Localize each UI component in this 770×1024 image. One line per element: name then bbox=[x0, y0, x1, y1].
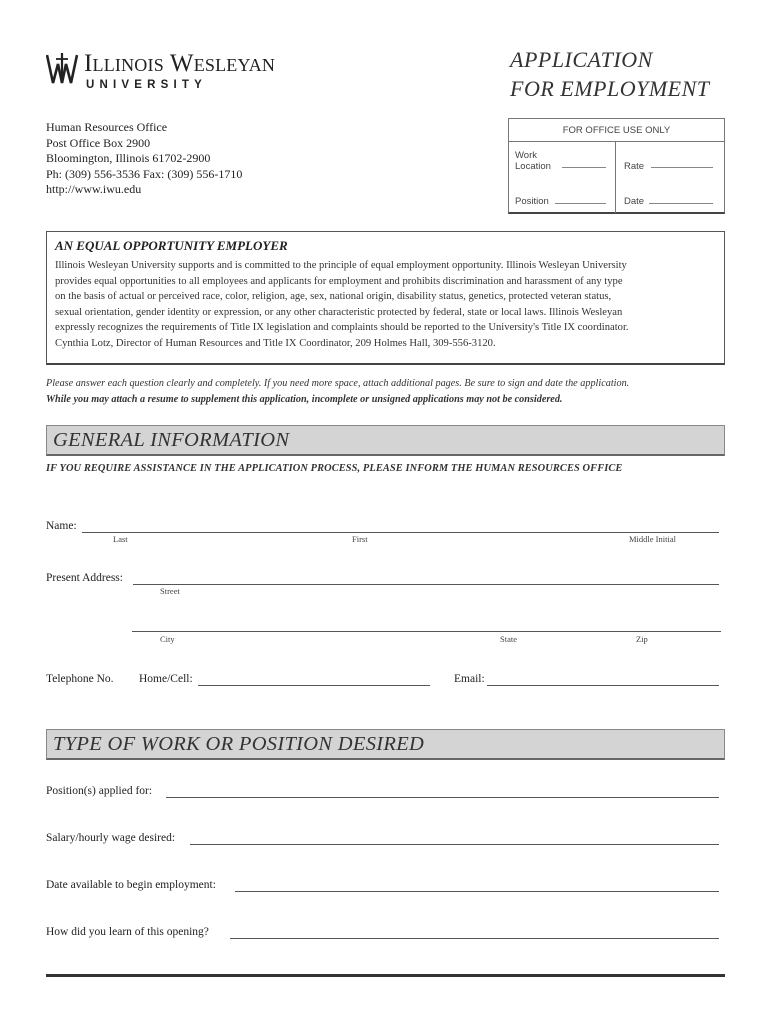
office-date-field[interactable] bbox=[649, 203, 713, 204]
home-cell-label: Home/Cell: bbox=[139, 673, 193, 685]
general-information-header: GENERAL INFORMATION bbox=[46, 425, 725, 456]
document-title bbox=[510, 45, 710, 103]
last-name-caption: Last bbox=[113, 534, 128, 544]
eeo-statement: Illinois Wesleyan University supports and is committed to the principle of equal employment opportunity. Illinois Wesleyan University provides equal opportunities to all employees and applicants for employment and prohibits discrimination and harassment of any type on the basis of actual or perceived race, color, religion, age, sex, national origin, disability status, genetics, protected veteran status, sexual orientation, gender identity or expression, or any other characteristic protected by federal, state or local laws. Illinois Wesleyan expressly recognizes the requirements of Title IX legislation and complaints should be reported to the University's Title IX coordinator. Cynthia Lotz, Director of Human Resources and Title IX Coordinator, 209 Holmes Hall, 309-556-3120. bbox=[55, 260, 629, 349]
position-label: Position bbox=[515, 196, 549, 207]
positions-applied-field[interactable] bbox=[166, 797, 719, 798]
title-line-1: APPLICATION bbox=[510, 47, 653, 72]
office-use-heading: FOR OFFICE USE ONLY bbox=[562, 125, 671, 136]
zip-caption: Zip bbox=[636, 634, 648, 644]
equal-opportunity-box bbox=[46, 231, 725, 365]
street-field[interactable] bbox=[133, 584, 719, 585]
office-position-field[interactable] bbox=[555, 203, 606, 204]
logo-subtitle: UNIVERSITY bbox=[86, 79, 208, 91]
name-label: Name: bbox=[46, 520, 77, 532]
iwu-shield-icon bbox=[46, 52, 78, 86]
street-caption: Street bbox=[160, 586, 180, 596]
salary-desired-label: Salary/hourly wage desired: bbox=[46, 832, 176, 844]
date-available-field[interactable] bbox=[235, 891, 719, 892]
salary-desired-field[interactable] bbox=[190, 844, 719, 845]
footer-divider bbox=[46, 974, 725, 977]
email-label: Email: bbox=[454, 673, 485, 685]
work-location-label: Work Location bbox=[515, 150, 551, 172]
eeo-title: AN EQUAL OPPORTUNITY EMPLOYER bbox=[55, 238, 288, 253]
divider bbox=[509, 141, 724, 142]
logo-wordmark: Illinois Wesleyan bbox=[84, 50, 276, 77]
address-line: Human Resources Office bbox=[46, 120, 168, 134]
positions-applied-label: Position(s) applied for: bbox=[46, 785, 153, 797]
email-field[interactable] bbox=[487, 685, 719, 686]
state-caption: State bbox=[500, 634, 517, 644]
home-cell-field[interactable] bbox=[198, 685, 430, 686]
middle-initial-caption: Middle Initial bbox=[629, 534, 676, 544]
rate-field[interactable] bbox=[651, 167, 713, 168]
address-line: Ph: (309) 556-3536 Fax: (309) 556-1710 bbox=[46, 166, 243, 181]
rate-label: Rate bbox=[624, 161, 645, 172]
hr-address-block bbox=[46, 120, 242, 198]
divider bbox=[615, 141, 616, 213]
application-instructions: Please answer each question clearly and completely. If you need more space, attach additional pages. Be sure to sign and date the application. While you may attach a resume to supplement this application, incomplete or unsigned applications may not be considered. bbox=[46, 378, 630, 405]
date-label: Date bbox=[624, 196, 645, 207]
telephone-label: Telephone No. bbox=[46, 673, 114, 685]
date-available-label: Date available to begin employment: bbox=[46, 879, 216, 891]
name-field[interactable] bbox=[82, 532, 719, 533]
assistance-notice: IF YOU REQUIRE ASSISTANCE IN THE APPLICATION PROCESS, PLEASE INFORM THE HUMAN RESOURCES OFFICE bbox=[46, 463, 623, 474]
address-line: Bloomington, Illinois 61702-2900 bbox=[46, 151, 211, 165]
title-line-2: FOR EMPLOYMENT bbox=[510, 76, 710, 101]
website-link[interactable]: http://www.iwu.edu bbox=[46, 182, 142, 196]
referral-source-label: How did you learn of this opening? bbox=[46, 926, 209, 938]
first-name-caption: First bbox=[352, 534, 368, 544]
office-use-box bbox=[508, 118, 725, 214]
work-location-field[interactable] bbox=[562, 167, 606, 168]
address-line: Post Office Box 2900 bbox=[46, 135, 151, 150]
city-caption: City bbox=[160, 634, 175, 644]
present-address-label: Present Address: bbox=[46, 572, 123, 584]
referral-source-field[interactable] bbox=[230, 938, 719, 939]
position-desired-header: TYPE OF WORK OR POSITION DESIRED bbox=[46, 729, 725, 760]
city-state-zip-field[interactable] bbox=[132, 631, 721, 632]
university-logo bbox=[46, 50, 336, 95]
